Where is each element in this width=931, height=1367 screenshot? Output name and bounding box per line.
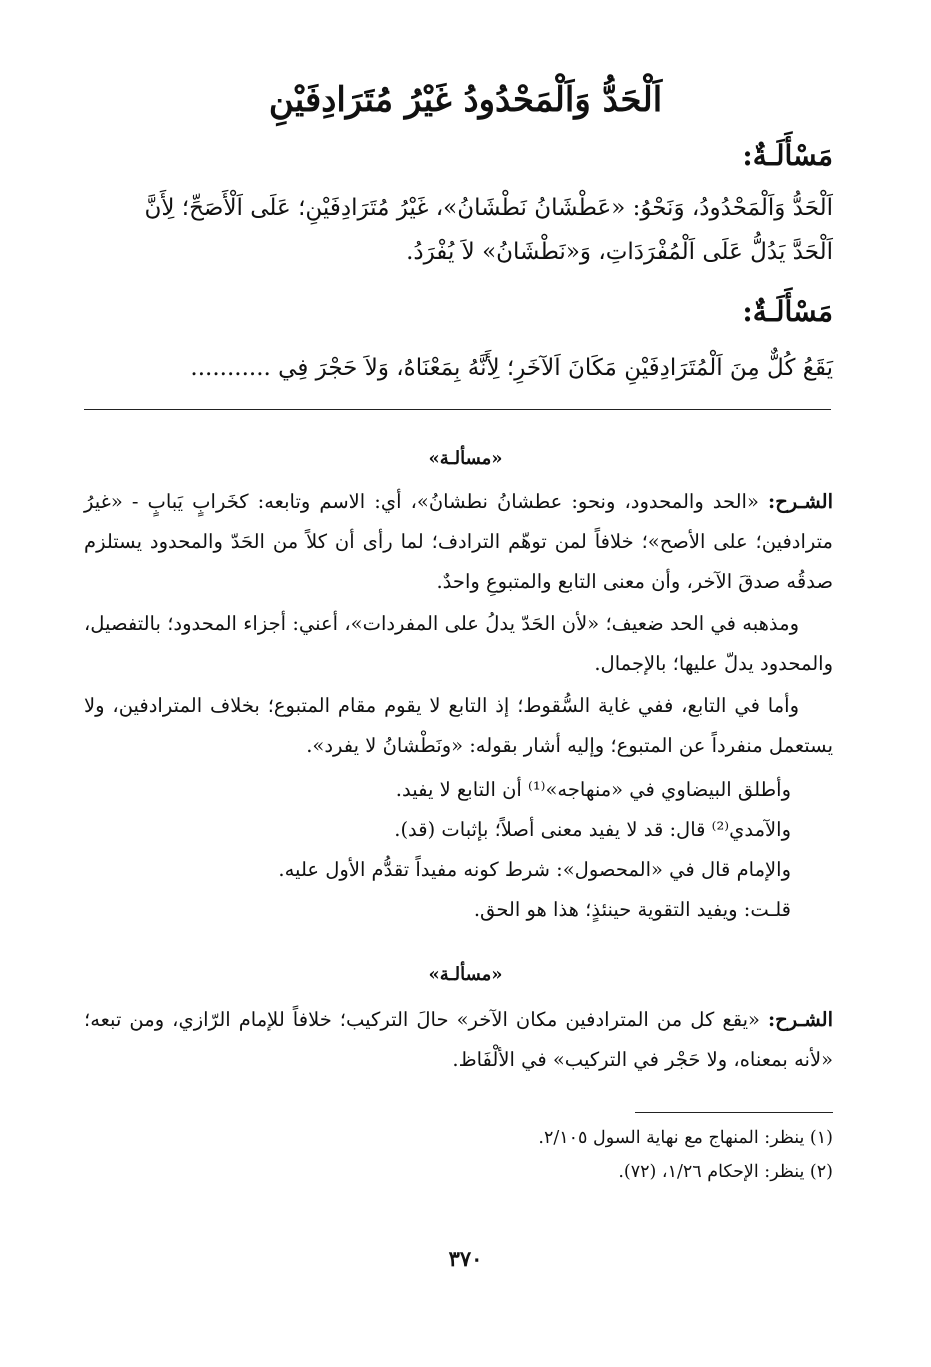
author-comment: قلـت: ويفيد التقوية حينئذٍ؛ هذا هو الحق. [473,898,791,921]
footnote-separator [635,1112,833,1113]
sharh-issue-heading-1: «مسألـة» [428,448,503,469]
matn-issue-text-1 [84,186,833,274]
continuation-dots: ........... [190,355,271,381]
quoted-opinions [84,770,791,930]
matn-issue-heading-1: مَسْأَلَـةٌ: [742,139,833,172]
sharh-paragraph-1 [84,482,833,602]
footnote-1: (١) ينظر: المنهاج مع نهاية السول ٢/١٠٥. [538,1128,833,1148]
sharh-paragraph-2: ومذهبه في الحد ضعيف؛ «لأن الحَدّ يدلُ على المفردات»، أعني: أجزاء المحدود؛ بالتفصيل، والمحدود يدلّ عليها؛ بالإجمال. [84,612,833,675]
opinion-imam-razi: والإمام قال في «المحصول»: شرط كونه مفيداً تقدُّم الأول عليه. [278,858,791,881]
matn-issue-heading-2: مَسْأَلَـةٌ: [742,295,833,328]
sharh-text: «الحد والمحدود، ونحو: عطشانُ نطشانُ»، أي: الاسم وتابعه: كخَرابٍ يَبابٍ - «غيرُ مترادفين؛ على الأصح»؛ خلافاً لمن توهّم الترادف؛ لما رأى أن كلاً من الحَدّ والمحدود يستلزم صدقُه صدقَ الآخر، وأن معنى التابع والمتبوعِ واحدٌ. [84,490,833,593]
sharh-text: «يقع كل من المترادفين مكان الآخر» حالَ التركيب؛ خلافاً للإمام الرّازي، ومن تبعه؛ «لأنه بمعناه، ولا حَجْر في التركيب» في الألْفَاظ. [84,1008,833,1071]
matn-issue-text-2 [84,346,833,390]
footnote-2: (٢) ينظر: الإحكام ١/٢٦، (٧٢). [618,1162,833,1182]
opinion-amidi: والآمدي⁽²⁾ قال: قد لا يفيد معنى أصلاً؛ بإثبات (قد). [394,818,791,841]
opinion-baydawi: وأطلق البيضاوي في «منهاجه»⁽¹⁾ أن التابع لا يفيد. [395,778,791,801]
chapter-title: اَلْحَدُّ وَاَلْمَحْدُودُ غَيْرُ مُتَرَادِفَيْنِ [268,80,663,120]
matn-line: يَقَعُ كُلٌّ مِنَ اَلْمُتَرَادِفَيْنِ مَكَانَ اَلآخَرِ؛ لِأَنَّهُ بِمَعْنَاهُ، وَلاَ حَجْرَ فِي [278,355,833,381]
sharh-paragraph-4 [84,1000,833,1080]
sharh-label: الشـرح: [768,490,834,513]
page-number: ٣٧٠ [448,1246,483,1271]
sharh-label: الشـرح: [767,1008,833,1031]
sharh-issue-heading-2: «مسألـة» [428,964,503,985]
matn-separator-rule [84,409,831,410]
matn-line: اَلْحَدَّ يَدُلُّ عَلَى اَلْمُفْرَدَاتِ، وَ«نَطْشَانُ» لاَ يُفْرَدُ. [406,239,833,265]
sharh-paragraph-3: وأما في التابع، ففي غاية السُّقوط؛ إذ التابع لا يقوم مقام المتبوع؛ بخلاف المترادفين، ولا يستعمل منفرداً عن المتبوع؛ وإليه أشار بقوله: «ونَطْشانُ لا يفرد». [84,694,833,757]
matn-line: اَلْحَدُّ وَاَلْمَحْدُودُ، وَنَحْوُ: «عَطْشَانُ نَطْشَانُ»، غَيْرُ مُتَرَادِفَيْنِ؛ عَلَى اَلْأَصَحِّ؛ لِأَنَّ [144,195,833,221]
